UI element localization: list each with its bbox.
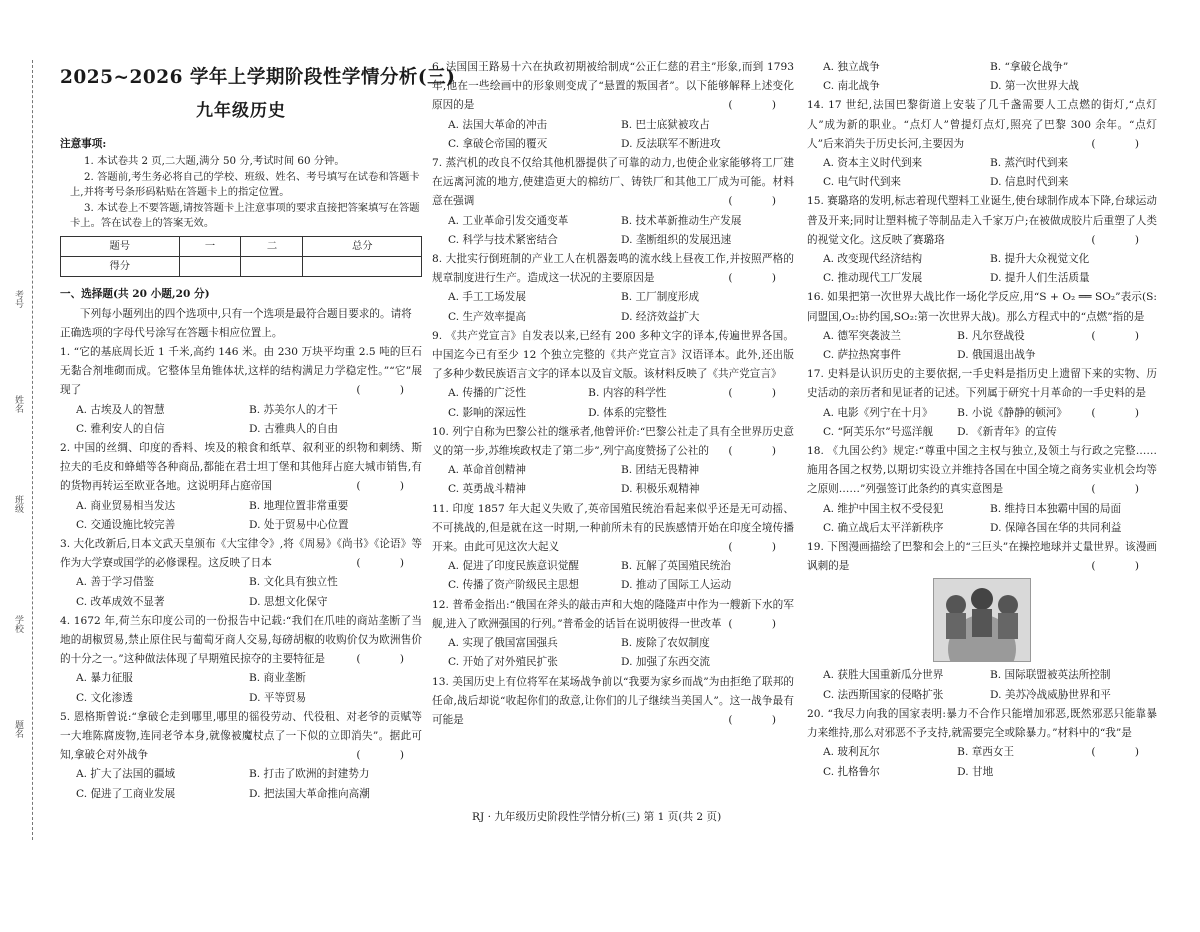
option-B[interactable]: B. 小说《静静的顿河》 [957, 406, 1068, 419]
option-list [60, 669, 422, 707]
option-D[interactable]: D. 《新青年》的宣传 [957, 425, 1057, 438]
answer-paren[interactable]: ( ) [356, 653, 422, 666]
question-18 [807, 442, 1157, 538]
question-stem: 8. 大批实行倒班制的产业工人在机器轰鸣的流水线上昼夜工作,并按照严格的规章制度进行生产。造成这一状况的主要原因是 ( ) [432, 250, 794, 288]
option-C[interactable]: C. 雅利安人的自信 [76, 422, 165, 435]
option-D[interactable]: D. 美苏冷战威胁世界和平 [990, 688, 1111, 701]
score-cell [241, 257, 303, 277]
option-C[interactable]: C. 南北战争 [823, 80, 880, 93]
question-stem: 1. “它的基底周长近 1 千米,高约 146 米。由 230 万块平均重 2.5 吨的巨石无黏合剂堆砌而成。它整体呈角锥体状,这样的结构满足力学稳定性。”“它”展现了 ( ) [60, 343, 422, 401]
option-D[interactable]: D. 保障各国在华的共同利益 [990, 521, 1122, 534]
option-C[interactable]: C. 传播了资产阶级民主思想 [448, 579, 579, 592]
question-14 [807, 96, 1157, 192]
score-cell: 总分 [303, 236, 422, 256]
question-stem: 17. 史料是认识历史的主要依据,一手史料是指历史上遗留下来的实物、历史活动的亲历者和见证者的记述。下列属于研究十月革命的一手史料的是 ( ) [807, 365, 1157, 403]
exam-subject: 九年级历史 [196, 101, 286, 121]
score-cell: 得分 [61, 257, 180, 277]
question-5 [60, 708, 422, 804]
option-C[interactable]: C. 文化渗透 [76, 691, 133, 704]
option-A[interactable]: A. 维护中国主权不受侵犯 [823, 502, 944, 515]
option-A[interactable]: A. 善于学习借鉴 [76, 576, 154, 589]
option-A[interactable]: A. 改变现代经济结构 [823, 253, 923, 266]
question-20 [807, 705, 1157, 782]
option-B[interactable]: B. 工厂制度形成 [621, 291, 700, 304]
option-D[interactable]: D. 垄断组织的发展迅速 [621, 233, 732, 246]
option-D[interactable]: D. 俄国退出战争 [957, 349, 1036, 362]
option-C[interactable]: C. 法西斯国家的侵略扩张 [823, 688, 944, 701]
option-D[interactable]: D. 推动了国际工人运动 [621, 579, 732, 592]
option-list [432, 461, 794, 499]
option-D[interactable]: D. 把法国大革命推向高潮 [249, 787, 370, 800]
option-C[interactable]: C. 萨拉热窝事件 [823, 349, 902, 362]
question-stem: 15. 赛璐珞的发明,标志着现代塑料工业诞生,使台球制作成本下降,台球运动普及开来;同时让塑料梳子等制品走入千家万户;在被做成胶片后重塑了人类的视觉文化。这反映了赛璐珞 ( ) [807, 192, 1157, 250]
option-list [807, 250, 1157, 288]
option-B[interactable]: B. 内容的科学性 [588, 387, 667, 400]
answer-paren[interactable]: ( ) [356, 384, 422, 397]
option-B[interactable]: B. 国际联盟被英法所控制 [990, 669, 1111, 682]
option-list [807, 154, 1157, 192]
option-A[interactable]: A. 玻利瓦尔 [823, 746, 880, 759]
option-list [432, 557, 794, 595]
binding-line [32, 60, 33, 840]
option-A[interactable]: A. 获胜大国重新瓜分世界 [823, 669, 944, 682]
option-C[interactable]: C. 促进了工商业发展 [76, 787, 176, 800]
option-C[interactable]: C. 科学与技术紧密结合 [448, 233, 558, 246]
exam-title: 2025~2026 学年上学期阶段性学情分析(三) [60, 67, 456, 88]
question-stem: 5. 恩格斯曾说:“拿破仑走到哪里,哪里的徭役劳动、代役租、对老爷的贡赋等一大堆陈腐废物,连同老爷本身,就像被魔杖点了一下似的立即消失”。据此可知,拿破仑对外战争 ( ) [60, 708, 422, 766]
option-A[interactable]: A. 法国大革命的冲击 [448, 118, 548, 131]
option-C[interactable]: C. 影响的深远性 [448, 406, 527, 419]
question-stem: 18. 《九国公约》规定:“尊重中国之主权与独立,及领土与行政之完整……施用各国之权势,以期切实设立并维持各国在中国全境之商务实业机会均等之原则……”列强签订此条约的真实意图是 ( ) [807, 442, 1157, 500]
question-2 [60, 439, 422, 535]
question-3 [60, 535, 422, 612]
question-4 [60, 612, 422, 708]
option-list [60, 573, 422, 611]
answer-paren[interactable]: ( ) [1091, 406, 1157, 419]
question-stem: 9. 《共产党宣言》自发表以来,已经有 200 多种文字的译本,传遍世界各国。中国迄今已有至少 12 个独立完整的《共产党宣言》汉语译本。此外,还出版了多种少数民族语言文字的译本以及盲文版。该材料反映了《共产党宣言》 ( ) [432, 327, 794, 385]
option-C[interactable]: C. “阿芙乐尔”号巡洋舰 [823, 425, 934, 438]
option-list [807, 58, 1157, 96]
option-B[interactable]: B. 团结无畏精神 [621, 464, 700, 477]
answer-paren[interactable]: ( ) [728, 195, 794, 208]
option-B[interactable]: B. 废除了农奴制度 [621, 637, 710, 650]
option-A[interactable]: A. 资本主义时代到来 [823, 157, 923, 170]
answer-paren[interactable]: ( ) [728, 272, 794, 285]
option-B[interactable]: B. 章西女王 [957, 746, 1015, 759]
answer-paren[interactable]: ( ) [1091, 137, 1157, 150]
question-stem: 16. 如果把第一次世界大战比作一场化学反应,用“S + O₂ ══ SO₂”表示(S:同盟国,O₂:协约国,SO₂:第一次世界大战)。那么方程式中的“点燃”指的是 ( ) [807, 288, 1157, 326]
option-A[interactable]: A. 扩大了法国的疆域 [76, 768, 176, 781]
option-B[interactable]: B. 地理位置非常重要 [249, 499, 349, 512]
question-8 [432, 250, 794, 327]
option-D[interactable]: D. 古雅典人的自由 [249, 422, 339, 435]
answer-paren[interactable]: ( ) [728, 617, 794, 630]
option-D[interactable]: D. 思想文化保守 [249, 595, 328, 608]
option-B[interactable]: B. 蒸汽时代到来 [990, 157, 1069, 170]
option-C[interactable]: C. 改革成效不显著 [76, 595, 165, 608]
question-stem: 19. 下图漫画描绘了巴黎和会上的“三巨头”在操控地球并丈量世界。该漫画讽刺的是 ( ) [807, 538, 1157, 576]
option-D[interactable]: D. 甘地 [957, 765, 994, 778]
score-cell: 题号 [61, 236, 180, 256]
answer-paren[interactable]: ( ) [1091, 746, 1157, 759]
column-1 [60, 58, 456, 804]
question-stem: 11. 印度 1857 年大起义失败了,英帝国殖民统治看起来似乎还是无可动摇、不可挑战的,但是就在这一时期,一种前所未有的民族感情开始在印度全境传播开来。由此可见这次大起义 ( ) [432, 500, 794, 558]
option-D[interactable]: D. 积极乐观精神 [621, 483, 700, 496]
question-9 [432, 327, 794, 423]
answer-paren[interactable]: ( ) [1091, 483, 1157, 496]
question-12 [432, 596, 794, 673]
option-A[interactable]: A. 德军突袭波兰 [823, 329, 901, 342]
option-B[interactable]: B. 技术革新推动生产发展 [621, 214, 742, 227]
option-A[interactable]: A. 古埃及人的智慧 [76, 403, 165, 416]
option-D[interactable]: D. 反法联军不断进攻 [621, 137, 721, 150]
option-C[interactable]: C. 扎格鲁尔 [823, 765, 880, 778]
option-list [60, 401, 422, 439]
option-list [807, 500, 1157, 538]
question-7 [432, 154, 794, 250]
option-A[interactable]: A. 独立战争 [823, 61, 880, 73]
notice-item: 3. 本试卷上不要答题,请按答题卡上注意事项的要求直接把答案填写在答题卡上。答在试卷上的答案无效。 [70, 201, 420, 230]
question-17 [807, 365, 1157, 442]
option-C[interactable]: C. 交通设施比较完善 [76, 518, 176, 531]
option-C[interactable]: C. 拿破仑帝国的覆灭 [448, 137, 548, 150]
answer-paren[interactable]: ( ) [728, 387, 794, 400]
option-B[interactable]: B. 瓦解了英国殖民统治 [621, 560, 731, 573]
answer-paren[interactable]: ( ) [1091, 329, 1157, 342]
answer-paren[interactable]: ( ) [728, 445, 794, 458]
answer-paren[interactable]: ( ) [356, 480, 422, 493]
score-table [60, 236, 422, 277]
cartoon-image [933, 578, 1031, 662]
question-stem: 3. 大化改新后,日本文武天皇颁布《大宝律令》,将《周易》《尚书》《论语》等作为大学寮或国学的必修课程。这反映了日本 ( ) [60, 535, 422, 573]
question-11 [432, 500, 794, 596]
option-list [807, 666, 1157, 704]
option-B[interactable]: B. 凡尔登战役 [957, 329, 1025, 342]
option-A[interactable]: A. 暴力征服 [76, 672, 133, 685]
option-list [432, 384, 728, 422]
notice-block [60, 135, 422, 232]
option-D[interactable]: D. 第一次世界大战 [990, 80, 1080, 93]
column-3 [807, 58, 1157, 782]
question-stem: 13. 美国历史上有位将军在某场战争前以“我要为家乡而战”为由拒绝了联邦的任命,战后却说“收起你们的敌意,让你们的儿子继续当美国人”。这一战争最有可能是 ( ) [432, 673, 794, 731]
question-13 [432, 673, 794, 731]
answer-paren[interactable]: ( ) [1091, 560, 1157, 573]
option-A[interactable]: A. 实现了俄国富国强兵 [448, 637, 558, 650]
question-stem: 10. 列宁自称为巴黎公社的继承者,他曾评价:“巴黎公社走了具有全世界历史意义的第一步,苏维埃政权走了第二步”,列宁高度赞扬了公社的 ( ) [432, 423, 794, 461]
question-stem: 2. 中国的丝绸、印度的香料、埃及的粮食和纸草、叙利亚的织物和刺绣、斯拉夫的毛皮和蜂蜡等各种商品,都能在君士坦丁堡和其他拜占庭大城市销售,有的货物再转运至欧亚各地。这说明拜占庭帝国 ( ) [60, 439, 422, 497]
option-C[interactable]: C. 确立战后太平洋新秩序 [823, 521, 944, 534]
option-C[interactable]: C. 生产效率提高 [448, 310, 527, 323]
margin-label-title: 题名 [13, 720, 23, 738]
answer-paren[interactable]: ( ) [356, 557, 422, 570]
margin-label-class: 班级 [13, 495, 23, 513]
score-cell [179, 257, 241, 277]
option-C[interactable]: C. 推动现代工厂发展 [823, 272, 923, 285]
score-cell: 一 [179, 236, 241, 256]
option-B[interactable]: B. 维持日本独霸中国的局面 [990, 502, 1122, 515]
question-15 [807, 192, 1157, 288]
option-B[interactable]: B. 商业垄断 [249, 672, 306, 685]
option-A[interactable]: A. 传播的广泛性 [448, 387, 526, 400]
option-B[interactable]: B. 巴士底狱被攻占 [621, 118, 710, 131]
option-B[interactable]: B. 提升大众视觉文化 [990, 253, 1090, 266]
question-stem: 12. 普希金指出:“俄国在斧头的敲击声和大炮的隆隆声中作为一艘新下水的军舰,进入了欧洲强国的行列。”普希金的话旨在说明彼得一世改革 ( ) [432, 596, 794, 634]
answer-paren[interactable]: ( ) [728, 541, 794, 554]
answer-paren[interactable]: ( ) [356, 749, 422, 762]
page-footer: RJ · 九年级历史阶段性学情分析(三) 第 1 页(共 2 页) [472, 811, 722, 823]
section-heading: 一、选择题(共 20 小题,20 分) [60, 288, 210, 301]
score-cell [303, 257, 422, 277]
option-list [432, 634, 794, 672]
section-intro: 下列每小题列出的四个选项中,只有一个选项是最符合题目要求的。请将正确选项的字母代号涂写在答题卡相应位置上。 [60, 307, 412, 339]
option-list [807, 743, 1091, 781]
question-stem: 7. 蒸汽机的改良不仅给其他机器提供了可靠的动力,也使企业家能够将工厂建在远离河流的地方,使建造更大的棉纺厂、铸铁厂和其他工厂成为可能。材料意在强调 ( ) [432, 154, 794, 212]
question-10 [432, 423, 794, 500]
option-D[interactable]: D. 经济效益扩大 [621, 310, 700, 323]
option-B[interactable]: B. 文化具有独立性 [249, 576, 338, 589]
question-stem: 6. 法国国王路易十六在执政初期被给制成“公正仁慈的君主”形象,而到 1793 年,他在一些绘画中的形象则变成了“悬置的叛国者”。以下能够解释上述变化原因的是 ( ) [432, 58, 794, 116]
option-B[interactable]: B. 苏美尔人的才干 [249, 403, 338, 416]
option-list [807, 404, 1091, 442]
option-list [432, 212, 794, 250]
answer-paren[interactable]: ( ) [1091, 233, 1157, 246]
margin-label-exam-no: 考号 [13, 290, 23, 308]
question-stem: 20. “我尽力向我的国家表明:暴力不合作只能增加邪恶,既然邪恶只能靠暴力来维持,那么对邪恶不予支持,就需要完全或除暴力。”材料中的“我”是 ( ) [807, 705, 1157, 743]
option-D[interactable]: D. 提升人们生活质量 [990, 272, 1090, 285]
option-A[interactable]: A. 革命首创精神 [448, 464, 526, 477]
column-2 [432, 58, 794, 730]
question-16 [807, 288, 1157, 365]
answer-paren[interactable]: ( ) [728, 713, 794, 726]
question-1 [60, 343, 422, 439]
margin-label-name: 姓名 [13, 395, 23, 413]
option-C[interactable]: C. 开始了对外殖民扩张 [448, 656, 558, 669]
option-B[interactable]: B. “拿破仑战争” [990, 61, 1069, 73]
option-D[interactable]: D. 处于贸易中心位置 [249, 518, 349, 531]
option-list [60, 765, 422, 803]
option-list [432, 116, 794, 154]
option-C[interactable]: C. 电气时代到来 [823, 176, 902, 189]
option-D[interactable]: D. 信息时代到来 [990, 176, 1069, 189]
notice-item: 1. 本试卷共 2 页,二大题,满分 50 分,考试时间 60 分钟。 [84, 155, 345, 168]
option-A[interactable]: A. 工业革命引发交通变革 [448, 214, 569, 227]
option-list [807, 327, 1091, 365]
question-19 [807, 538, 1157, 705]
margin-label-school: 学校 [13, 615, 23, 633]
notice-item: 2. 答题前,考生务必将自己的学校、班级、姓名、考号填写在试卷和答题卡上,并将考号条形码粘贴在答题卡上的指定位置。 [70, 170, 420, 199]
option-A[interactable]: A. 手工工场发展 [448, 291, 526, 304]
question-13 [807, 58, 1157, 96]
option-D[interactable]: D. 体系的完整性 [588, 406, 667, 419]
question-stem: 4. 1672 年,荷兰东印度公司的一份报告中记载:“我们在爪哇的商站垄断了当地的胡椒贸易,禁止原住民与葡萄牙商人交易,每磅胡椒的收购价仅为欧洲售价的十分之一。”这种做法体现了早期殖民掠夺的主要特征是 ( ) [60, 612, 422, 670]
notice-heading: 注意事项: [60, 138, 107, 151]
option-A[interactable]: A. 商业贸易相当发达 [76, 499, 176, 512]
option-A[interactable]: A. 促进了印度民族意识觉醒 [448, 560, 579, 573]
score-cell: 二 [241, 236, 303, 256]
answer-paren[interactable]: ( ) [728, 99, 794, 112]
option-list [432, 288, 794, 326]
option-D[interactable]: D. 平等贸易 [249, 691, 307, 704]
option-A[interactable]: A. 电影《列宁在十月》 [823, 406, 933, 419]
question-6 [432, 58, 794, 154]
option-B[interactable]: B. 打击了欧洲的封建势力 [249, 768, 370, 781]
option-C[interactable]: C. 英勇战斗精神 [448, 483, 527, 496]
question-stem: 14. 17 世纪,法国巴黎街道上安装了几千盏需要人工点燃的街灯,“点灯人”成为新的职业。“点灯人”曾提灯点灯,照亮了巴黎 300 余年。“点灯人”后来消失于历史长河,主要因为 ( ) [807, 96, 1157, 154]
option-D[interactable]: D. 加强了东西交流 [621, 656, 711, 669]
option-list [60, 497, 422, 535]
